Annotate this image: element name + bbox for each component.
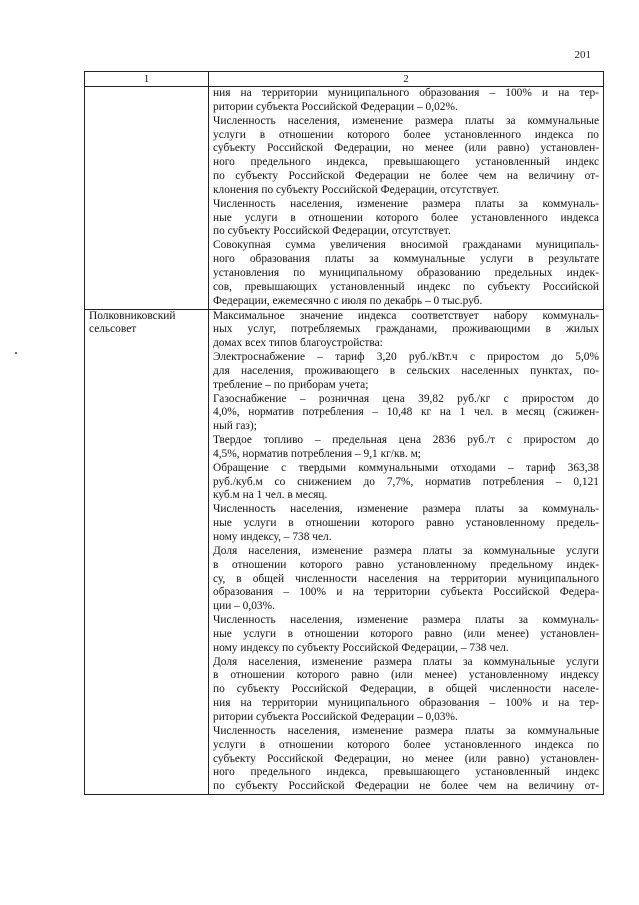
text-line: Федерации, ежемесячно с июля по декабрь – 0 тыс.руб. — [213, 294, 483, 307]
text-line: субъекту Российской Федерации, но менее (или равно) установлен- — [213, 142, 599, 155]
text-line: 4,0%, норматив потребления – 10,48 кг на 1 чел. в месяц (сжижен- — [213, 406, 599, 419]
municipality-name-line: Полковниковский — [89, 309, 176, 322]
text-line: клонения по субъекту Российской Федерации, отсутствует. — [213, 183, 500, 196]
table-header-row — [85, 72, 604, 87]
indicator-text-cell — [209, 87, 604, 310]
text-line: по субъекту Российской Федерации не более чем на величину от- — [213, 170, 599, 183]
text-line: образования – 100% и на территории субъекта Российской Федера- — [213, 586, 599, 599]
text-line: услуги в отношении которого более установленного индекса по — [213, 738, 599, 751]
text-line: Максимальное значение индекса соответствует набору коммуналь- — [213, 309, 599, 322]
document-table — [84, 71, 604, 795]
text-line: Численность населения, изменение размера платы за коммуналь- — [213, 503, 599, 516]
table-row — [85, 87, 604, 310]
municipality-name-cell — [85, 309, 209, 795]
municipality-name-cell — [85, 87, 209, 310]
text-line: Твердое топливо – предельная цена 2836 руб./т с приростом до — [213, 434, 599, 447]
text-line: Численность населения, изменение размера платы за коммунальные — [213, 724, 599, 737]
municipality-name-line: сельсовет — [89, 323, 137, 336]
text-line: ритории субъекта Российской Федерации – 0,02%. — [213, 100, 458, 113]
text-line: ритории субъекта Российской Федерации – 0,03%. — [213, 710, 458, 723]
text-line: требление – по приборам учета; — [213, 378, 369, 391]
text-line: куб.м на 1 чел. в месяц. — [213, 489, 328, 502]
text-line: ные услуги в отношении которого более установленного индекса — [213, 211, 599, 224]
text-line: ных услуг, потребляемых гражданами, проживающими в жилых — [213, 323, 599, 336]
indicator-text-cell — [209, 309, 604, 795]
text-line: Численность населения, изменение размера платы за коммунальные — [213, 114, 599, 127]
text-line: Совокупная сумма увеличения вносимой гражданами муниципаль- — [213, 239, 599, 252]
text-line: ного предельного индекса, превышающего установленный индекс — [213, 766, 599, 779]
text-line: Доля населения, изменение размера платы за коммунальные услуги — [213, 544, 599, 557]
text-line: ному индексу, – 738 чел. — [213, 531, 332, 543]
text-line: Доля населения, изменение размера платы за коммунальные услуги — [213, 655, 599, 668]
scan-speck — [15, 352, 17, 354]
text-line: Обращение с твердыми коммунальными отходами – тариф 363,38 — [213, 461, 599, 474]
text-line: су, в общей численности населения на территории муниципального — [213, 572, 599, 585]
text-line: 4,5%, норматив потребления – 9,1 кг/кв. м; — [213, 447, 421, 460]
text-line: по субъекту Российской Федерации, отсутствует. — [213, 225, 451, 238]
text-line: субъекту Российской Федерации, но менее (или равно) установлен- — [213, 752, 599, 765]
text-line: по субъекту Российской Федерации не более чем на величину от- — [213, 780, 599, 793]
column-header-2: 2 — [209, 72, 604, 87]
text-line: домах всех типов благоустройства: — [213, 337, 383, 350]
text-line: ного образования платы за коммунальные услуги в результате — [213, 253, 599, 266]
text-line: Газоснабжение – розничная цена 39,82 руб./кг с приростом до — [213, 392, 599, 405]
text-line: руб./куб.м со снижением до 7,7%, норматив потребления – 0,121 — [213, 475, 599, 488]
text-line: ный газ); — [213, 420, 257, 433]
text-line: ного предельного индекса, превышающего установленный индекс — [213, 156, 599, 169]
text-line: Численность населения, изменение размера платы за коммуналь- — [213, 614, 599, 627]
text-line: Электроснабжение – тариф 3,20 руб./кВт.ч с приростом до 5,0% — [213, 351, 599, 364]
text-line: для населения, проживающего в сельских населенных пунктах, по- — [213, 364, 599, 377]
table-row — [85, 309, 604, 795]
text-line: в отношении которого равно установленному предельному индек- — [213, 558, 599, 571]
text-line: ные услуги в отношении которого равно (или менее) установлен- — [213, 627, 599, 640]
page-number: 201 — [574, 49, 591, 61]
text-line: установления по муниципальному образованию предельных индек- — [213, 266, 599, 279]
text-line: ния на территории муниципального образования – 100% и на тер- — [213, 697, 599, 710]
text-line: ные услуги в отношении которого равно установленному предель- — [213, 517, 599, 530]
text-line: ному индексу по субъекту Российской Федерации, – 738 чел. — [213, 641, 509, 654]
text-line: ции – 0,03%. — [213, 600, 275, 613]
text-line: услуги в отношении которого более установленного индекса по — [213, 128, 599, 141]
text-line: в отношении которого равно (или менее) установленному индексу — [213, 669, 599, 682]
column-header-1: 1 — [85, 72, 209, 87]
text-line: сов, превышающих установленный индекс по субъекту Российской — [213, 280, 599, 293]
text-line: по субъекту Российской Федерации, в общей численности населе- — [213, 683, 599, 696]
text-line: ния на территории муниципального образования – 100% и на тер- — [213, 87, 599, 99]
text-line: Численность населения, изменение размера платы за коммуналь- — [213, 197, 599, 210]
